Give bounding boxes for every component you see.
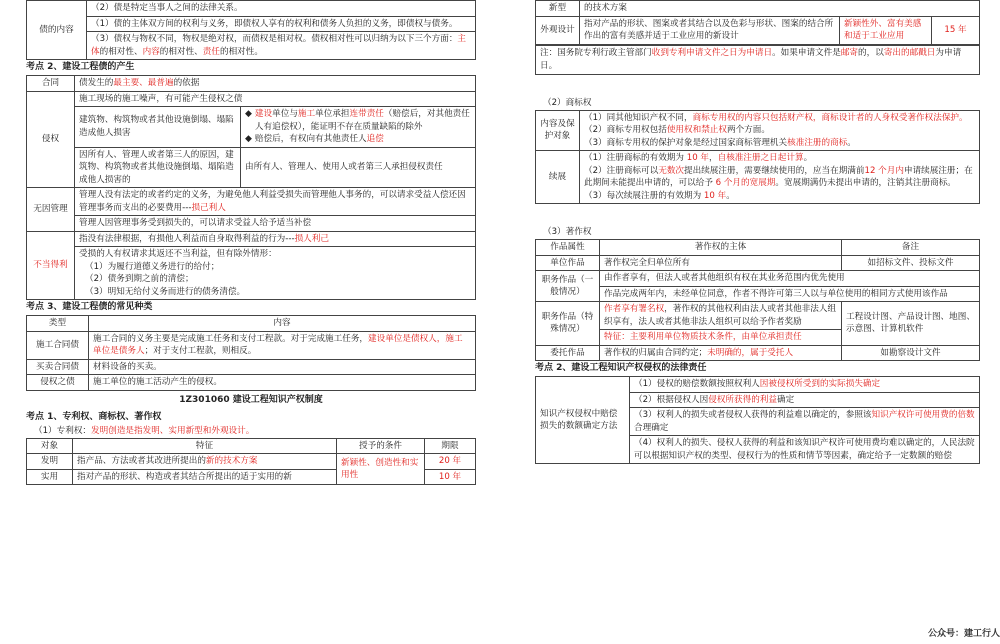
highlighted-text: 最主要、最普遍	[113, 78, 174, 88]
trademark-line	[584, 165, 975, 190]
highlighted-text: 商标专用权的内容只包括财产权，商标设计者的人身权受著作权法保护。	[692, 112, 968, 123]
trademark-content	[580, 110, 980, 151]
tort-row: 施工现场的施工噪声，有可能产生侵权之债	[75, 91, 476, 107]
text-run: 施工合同的义务主要是完成施工任务和支付工程款。对于完成施工任务，	[93, 333, 369, 344]
text-run: （2）根据侵权人因	[634, 394, 709, 405]
unmanaged-label: 无因管理	[27, 188, 75, 232]
text-run: 的相对性。	[219, 46, 263, 57]
text-run: 。	[847, 137, 856, 148]
unjust-line: （1）为履行道德义务进行的给付；	[85, 261, 220, 272]
text-run: （赔偿后，对其他责任人有追偿权），能证明不存在质量缺陷的除外	[254, 109, 470, 132]
type-content	[89, 359, 476, 375]
text-run: 单位承担	[315, 109, 350, 119]
work-owner	[600, 345, 842, 361]
text-run: 。	[726, 190, 735, 201]
highlighted-text: 追偿	[366, 134, 384, 144]
contract-label: 合同	[27, 76, 75, 92]
unjust-line: （2）债务到期之前的清偿；	[85, 274, 194, 284]
subsection-title: （2）商标权	[543, 97, 592, 108]
work-type: 委托作品	[536, 345, 600, 361]
patent-term: 20 年	[425, 454, 476, 470]
liability-row	[630, 392, 980, 408]
work-owner	[600, 302, 842, 330]
trademark-line	[584, 124, 975, 137]
copyright-table	[535, 239, 980, 361]
unjust-row	[75, 231, 476, 247]
work-type: 职务作品（一般情况）	[536, 271, 600, 302]
contract-text	[75, 76, 476, 92]
highlighted-text: 核准注册的商标	[787, 137, 848, 148]
patent-feature	[73, 469, 337, 485]
highlighted-text: 收到专利申请文件之日为申请日	[651, 47, 773, 58]
highlighted-text: 未明确的，属于受托人	[707, 347, 794, 358]
tort-cause: 建筑物、构筑物或者其他设施倒塌、塌陷造成他人损害	[75, 107, 241, 148]
debt-content-table	[26, 0, 476, 60]
patent-condition: 新颖性、创造性和实用性	[337, 454, 425, 485]
highlighted-text: 10 年	[703, 190, 727, 201]
highlighted-text: 10 年	[686, 153, 709, 163]
work-type: 职务作品（特殊情况）	[536, 302, 600, 346]
unmanaged-row: 管理人因管理事务受到损失的，可以请求受益人给予适当补偿	[75, 216, 476, 232]
liability-row	[630, 408, 980, 436]
trademark-line	[584, 137, 975, 150]
highlighted-text: 施工	[297, 109, 316, 119]
patent-feature	[580, 1, 980, 17]
text-run: 合理确定	[634, 422, 669, 433]
column-header: 对象	[27, 438, 73, 454]
highlighted-text: 无数次	[658, 165, 685, 176]
column-header: 特征	[73, 438, 337, 454]
text-run: 。宽展期满仍未提出申请的，注销其注册商标。	[775, 178, 956, 188]
highlighted-text: 损人利己	[294, 233, 329, 244]
text-run: （3）债权与物权不同，物权是绝对权，而债权是相对权。债权相对性可以归纳为以下三个方面：	[91, 34, 458, 44]
text-run: 的相对性、	[99, 46, 143, 57]
section-heading: 考点 1、专利权、商标权、著作权	[26, 411, 162, 422]
unjust-line: 受损的人有权请求其返还不当利益，但有除外情形：	[79, 249, 277, 259]
tort-label: 侵权	[27, 91, 75, 188]
work-owner: 特征：主要利用单位物质技术条件，由单位承担责任	[600, 330, 842, 346]
trademark-line	[584, 112, 975, 125]
type-name: 侵权之债	[27, 375, 89, 391]
bullet-text	[255, 133, 384, 146]
debt-types-table	[26, 315, 476, 391]
highlighted-text: 损己利人	[191, 202, 226, 213]
section-heading: 考点 2、建设工程债的产生	[26, 62, 135, 72]
text-run: 两个方面。	[726, 125, 770, 135]
column-header: 期限	[425, 438, 476, 454]
highlighted-text: 作者享有署名权	[604, 304, 665, 314]
chapter-title: 1Z301060 建设工程知识产权制度	[179, 394, 323, 405]
text-run: （3）权利人的损失或者侵权人获得的利益难以确定的，参照该	[634, 410, 872, 420]
column-header: 著作权的主体	[600, 240, 842, 256]
highlighted-text: 自核准注册之日起计算	[717, 153, 804, 163]
trademark-table	[535, 110, 980, 205]
column-header: 备注	[842, 240, 980, 256]
patent-object: 外观设计	[536, 16, 580, 44]
text-run: 提出续展注册，需要继续使用的，应当在期满前	[684, 165, 865, 176]
debt-content-row	[87, 1, 476, 17]
liability-label: 知识产权侵权中赔偿损失的数额确定方法	[536, 377, 630, 464]
text-run: 申请续展注册；在此期间未能提出申请的，可以给予	[584, 165, 973, 188]
unjust-line: （3）明知无给付义务而进行的债务清偿。	[85, 286, 246, 297]
diamond-bullet-icon: ◆	[245, 109, 252, 119]
text-run: 著作权的归属由合同约定；	[604, 347, 708, 358]
text-run: （2）债是特定当事人之间的法律关系。	[91, 3, 243, 13]
work-owner: 由作者享有，但法人或者其他组织有权在其业务范围内优先使用	[600, 271, 980, 287]
work-remark: 如勘察设计文件	[842, 345, 980, 361]
highlighted-text: 建设单位是债权人，施工单位是债务人	[93, 333, 463, 356]
highlighted-text: 主体	[91, 34, 467, 57]
highlighted-text: 侵权所获得的利益	[708, 394, 777, 405]
tort-cause: 因所有人、管理人或者第三人的原因，建筑物、构筑物或者其他设施倒塌、塌陷造成他人损害的	[75, 147, 241, 188]
right-page	[535, 0, 980, 644]
text-run: （1）同其他知识产权不同，	[584, 112, 693, 123]
liability-row	[630, 436, 980, 464]
work-owner: 作品完成两年内，未经单位同意，作者不得许可第三人以与单位使用的相同方式使用该作品	[600, 286, 980, 302]
column-header: 内容	[89, 316, 476, 332]
unjust-row	[75, 247, 476, 300]
unmanaged-row	[75, 188, 476, 216]
text-run: 确定	[776, 394, 795, 405]
highlighted-text: 使用权和禁止权	[666, 125, 727, 135]
tort-liability	[241, 107, 476, 148]
text-run: （1）侵权的赔偿数额按照权利人	[634, 379, 760, 389]
text-run: 的依据	[173, 78, 200, 88]
text-run: 指产品、方法或者其改进所提出的	[77, 456, 206, 466]
text-run: 单位与	[272, 109, 298, 119]
text-run: （1）债的主体双方间的权利与义务，即债权人享有的权利和债务人负担的义务，即债权与债务。	[91, 18, 458, 29]
trademark-line	[584, 190, 975, 203]
debt-content-row	[87, 32, 476, 60]
bullet-text	[255, 108, 471, 133]
text-run: （2）商标专用权包括	[584, 125, 667, 135]
patent-feature	[580, 16, 840, 44]
text-run: （1）专利权：	[34, 425, 92, 436]
trademark-label: 续展	[536, 151, 580, 204]
text-run: ，著作权的其他权利由法人或者其他非法人组织享有，法人或者其他非法人组织可以给予作者奖励	[604, 304, 837, 327]
trademark-line	[584, 152, 975, 165]
type-content	[89, 331, 476, 359]
diamond-bullet-icon: ◆	[245, 134, 252, 144]
patent-object: 发明	[27, 454, 73, 470]
type-name: 买卖合同债	[27, 359, 89, 375]
text-run: （1）注册商标的有效期为	[584, 153, 687, 163]
highlighted-text: 内容	[142, 46, 160, 57]
text-run: 施工单位的施工活动产生的侵权。	[93, 377, 222, 387]
highlighted-text: 寄出的邮戳日	[883, 47, 936, 58]
debt-content-label: 债的内容	[27, 1, 87, 60]
text-run: 指对产品的形状、构造或者其结合所提出的适于实用的新	[77, 471, 292, 482]
text-run: （4）权利人的损失、侵权人获得的利益和该知识产权许可使用费均难以确定的，人民法院可以根据知识产权的类型、侵权行为的性质和情节等因素，确定给予一定数额的赔偿	[634, 438, 975, 461]
text-run: （3）商标专用权的保护对象是经过国家商标管理机关	[584, 137, 788, 148]
bullet-item	[245, 133, 471, 146]
highlighted-text: 连带责任	[349, 109, 384, 119]
highlighted-text: 知识产权许可使用费的倍数	[871, 410, 975, 420]
text-run: 材料设备的买卖。	[93, 361, 162, 372]
trademark-content	[580, 151, 980, 204]
text-run: 指没有法律根据，有损他人利益而自身取得利益的行为---	[79, 233, 295, 244]
patent-intro	[26, 425, 476, 438]
highlighted-text: 12 个月内	[864, 165, 904, 176]
patent-term: 15 年	[932, 16, 980, 44]
text-run: 的，以	[858, 47, 884, 58]
bullet-item	[245, 108, 471, 133]
work-remark: 如招标文件、投标文件	[842, 255, 980, 271]
patent-table-continued	[535, 0, 980, 45]
debt-origin-table	[26, 75, 476, 300]
highlighted-text: 新的技术方案	[205, 456, 258, 466]
highlighted-text: 建设	[254, 109, 273, 119]
patent-term: 10 年	[425, 469, 476, 485]
type-name: 施工合同债	[27, 331, 89, 359]
text-run: 为申请日。	[540, 47, 962, 71]
work-type: 单位作品	[536, 255, 600, 271]
debt-content-row	[87, 16, 476, 32]
section-heading: 考点 2、建设工程知识产权侵权的法律责任	[535, 363, 707, 373]
text-run: 的相对性、	[159, 46, 203, 57]
work-remark: 工程设计图、产品设计图、地图、示意图、计算机软件	[842, 302, 980, 346]
liability-table	[535, 376, 980, 464]
column-header: 授予的条件	[337, 438, 425, 454]
footer-watermark: 公众号：建工行人	[927, 629, 1000, 639]
subsection-title: （3）著作权	[543, 227, 592, 237]
text-run: 指对产品的形状、图案或者其结合以及色彩与形状、图案的结合所作出的富有美感并适于工业应用的新设计	[584, 18, 834, 41]
patent-table	[26, 438, 476, 486]
text-run: 注：国务院专利行政主管部门	[540, 47, 652, 58]
text-run: 管理人没有法定的或者约定的义务，为避免他人利益受损失而管理他人事务的，可以请求受益人偿还因管理事务而支出的必要费用---	[79, 190, 466, 213]
left-page	[26, 0, 476, 644]
unjust-label: 不当得利	[27, 231, 75, 300]
column-header: 作品属性	[536, 240, 600, 256]
text-run: 的技术方案	[584, 3, 627, 13]
text-run: 赔偿后，有权向有其他责任人	[254, 134, 367, 144]
highlighted-text: 邮寄	[840, 47, 859, 58]
liability-row	[630, 377, 980, 393]
column-header: 类型	[27, 316, 89, 332]
text-run: ；对于支付工程款，则相反。	[144, 346, 257, 356]
patent-object: 实用	[27, 469, 73, 485]
text-run: 。如果申请文件是	[772, 47, 841, 58]
highlighted-text: 责任	[202, 46, 220, 57]
text-run: 。	[803, 153, 813, 163]
text-run: ，	[709, 153, 718, 163]
patent-object: 新型	[536, 1, 580, 17]
section-heading: 考点 3、建设工程债的常见种类	[26, 302, 153, 312]
patent-feature	[73, 454, 337, 470]
patent-condition: 新颖性外、富有美感和适于工业应用	[840, 16, 932, 44]
highlighted-text: 因被侵权所受到的实际损失确定	[759, 379, 881, 389]
trademark-label: 内容及保护对象	[536, 110, 580, 151]
tort-liability: 由所有人、管理人、使用人或者第三人承担侵权责任	[241, 147, 476, 188]
highlighted-text: 6 个月的宽展期	[715, 178, 776, 188]
work-owner: 著作权完全归单位所有	[600, 255, 842, 271]
text-run: 债发生的	[79, 78, 114, 88]
text-run: （2）注册商标可以	[584, 165, 659, 176]
filing-date-note	[535, 45, 980, 75]
text-run: （3）每次续展注册的有效期为	[584, 190, 704, 201]
highlighted-text: 发明创造是指发明、实用新型和外观设计。	[91, 425, 255, 436]
type-content	[89, 375, 476, 391]
